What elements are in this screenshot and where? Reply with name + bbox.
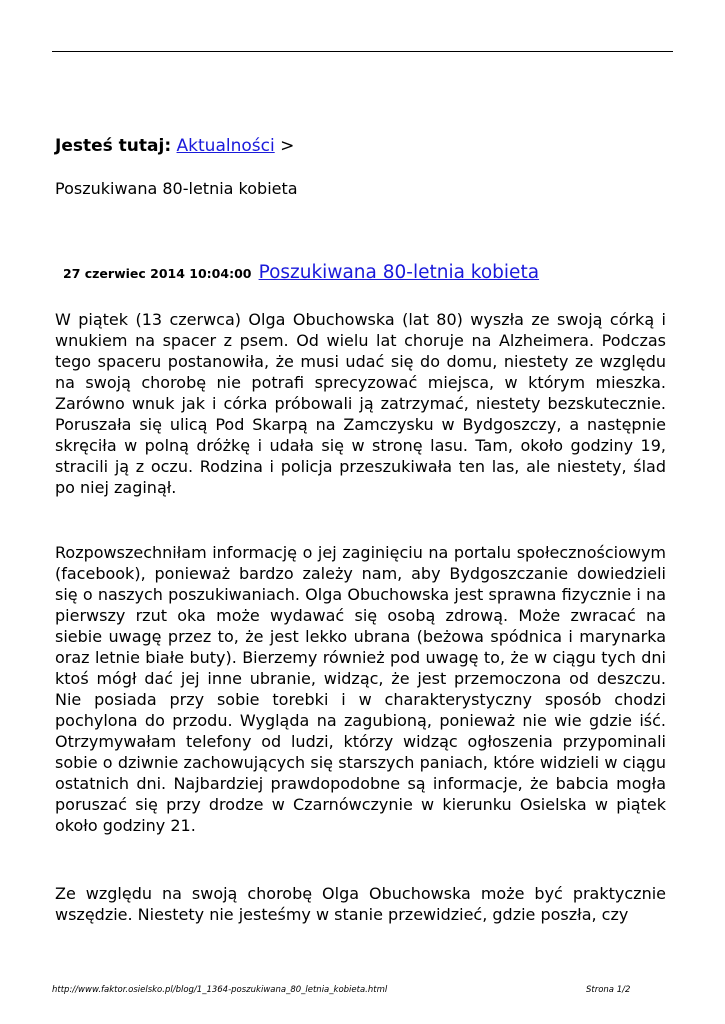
header-divider <box>52 51 673 52</box>
footer-page-number: Strona 1/2 <box>586 985 631 995</box>
article-paragraph-3: Ze względu na swoją chorobę Olga Obuchowska może być praktycznie wszędzie. Niestety nie jesteśmy w stanie przewidzieć, gdzie poszła, czy <box>55 884 666 924</box>
article-title-link[interactable]: Poszukiwana 80-letnia kobieta <box>258 262 540 283</box>
article-meta <box>63 262 539 283</box>
article-paragraph-1: W piątek (13 czerwca) Olga Obuchowska (lat 80) wyszła ze swoją córką i wnukiem na spacer z psem. Od wielu lat choruje na Alzheimera. Podczas tego spaceru postanowiła, że musi udać się do domu, niestety ze względu na swoją chorobę nie potrafi sprecyzować miejsca, w którym mieszka. Zarówno wnuk jak i córka próbowali ją zatrzymać, niestety bezskutecznie. Poruszała się ulicą Pod Skarpą na Zamczysku w Bydgoszczy, a następnie skręciła w polną dróżkę i udała się w stronę lasu. Tam, około godziny 19, stracili ją z oczu. Rodzina i policja przeszukiwała ten las, ale niestety, ślad po niej zaginął. <box>55 310 666 497</box>
article-paragraph-2: Rozpowszechniłam informację o jej zaginięciu na portalu społecznościowym (facebook), ponieważ bardzo zależy nam, aby Bydgoszczanie dowiedzieli się o naszych poszukiwaniach. Olga Obuchowska jest sprawna fizycznie i na pierwszy rzut oka może wydawać się osobą zdrową. Może zwracać na siebie uwagę przez to, że jest lekko ubrana (beżowa spódnica i marynarka oraz letnie białe buty). Bierzemy również pod uwagę to, że w ciągu tych dni ktoś mógł dać jej inne ubranie, widząc, że jest przemoczona od deszczu. Nie posiada przy sobie torebki i w charakterystyczny sposób chodzi pochylona do przodu. Wygląda na zagubioną, ponieważ nie wie gdzie iść. Otrzymywałam telefony od ludzi, którzy widząc ogłoszenia przypominali sobie o dziwnie zachowujących się starszych paniach, które widzieli w ciągu ostatnich dni. Najbardziej prawdopodobne są informacje, że babcia mogła poruszać się przy drodze w Czarnówczynie w kierunku Osielska w piątek około godziny 21. <box>55 543 666 835</box>
breadcrumb-link-news[interactable]: Aktualności <box>176 136 275 156</box>
breadcrumb-separator: > <box>280 136 295 156</box>
breadcrumb-label: Jesteś tutaj: <box>55 136 172 156</box>
footer-url: http://www.faktor.osielsko.pl/blog/1_1364-poszukiwana_80_letnia_kobieta.html <box>52 985 388 995</box>
breadcrumb <box>55 134 294 158</box>
article-date: 27 czerwiec 2014 10:04:00 <box>63 266 252 281</box>
page-title: Poszukiwana 80-letnia kobieta <box>55 179 298 198</box>
